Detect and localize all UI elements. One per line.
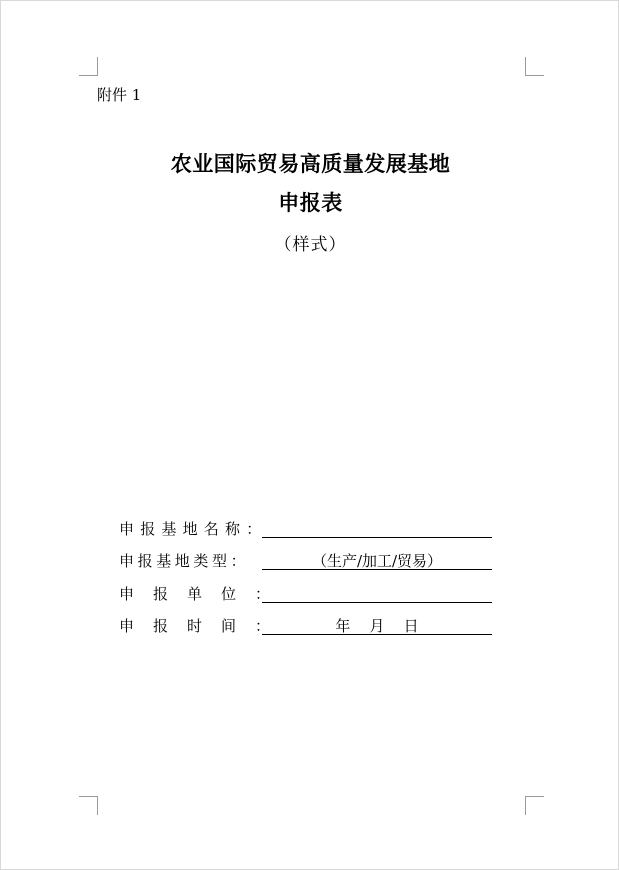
attachment-label: 附件 1 [97, 86, 142, 104]
base-type-label: 申报基地类型： [119, 552, 250, 570]
crop-mark-bottom-right [525, 796, 544, 815]
crop-mark-bottom-left [79, 796, 98, 815]
form-row-date [119, 615, 499, 637]
base-name-label: 申报基地名称： [119, 520, 268, 538]
document-title-line2: 申报表 [278, 190, 343, 215]
crop-mark-top-left [79, 57, 98, 76]
unit-field[interactable] [262, 583, 492, 603]
base-name-field[interactable] [262, 518, 492, 538]
form-row-unit [119, 583, 499, 605]
date-label: 申报时间： [119, 617, 290, 635]
base-type-field[interactable]: （生产/加工/贸易） [262, 550, 492, 570]
form-row-base-name [119, 518, 499, 540]
document-title: 农业国际贸易高质量发展基地 [170, 151, 451, 176]
form-row-base-type [119, 550, 499, 572]
date-field[interactable]: 年 月 日 [262, 615, 492, 635]
document-subtitle: （样式） [274, 235, 347, 255]
unit-label: 申报单位： [119, 585, 290, 603]
crop-mark-top-right [525, 57, 544, 76]
